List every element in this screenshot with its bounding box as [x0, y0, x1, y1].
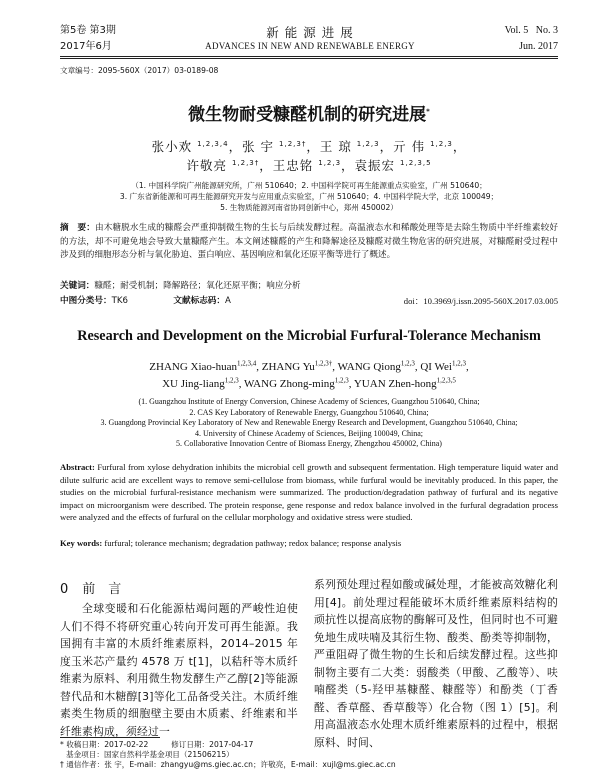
- doc-code-label: 文献标志码：: [173, 296, 225, 306]
- authors-cn-2: 许敬亮 $^{1,2,3\dagger}$，王忠铭 $^{1,2,3}$，袁振宏 $^{1,2,3,5}$: [186, 158, 432, 173]
- affiliation-en-line: (1. Guangzhou Institute of Energy Conversion, Chinese Academy of Sciences, Guangzhou 510640, China;: [138, 397, 480, 406]
- abstract-cn-text: 由木糖脱水生成的糠醛会严重抑制微生物的生长与后续发酵过程。高温液态水和稀酸处理等是去除生物质中半纤维素较好的方法，却不可避免地会导致大量糠醛产生。本文阐述糠醛的产生和降解途径及糠醛对微生物危害的研究进展，对糠醛耐受过程中涉及到的细胞形态分析与氧化胁迫、蛋白响应、基因响应和氧化还原平衡等进行了概述。: [60, 223, 558, 260]
- affiliations-en: [60, 397, 558, 450]
- title-en: Research and Development on the Microbial Furfural-Tolerance Mechanism: [77, 328, 541, 344]
- article-id: 文章编号：2095-560X（2017）03-0189-08: [60, 66, 219, 75]
- doi: doi：10.3969/j.issn.2095-560X.2017.03.005: [403, 296, 558, 306]
- doc-code-value: A: [224, 296, 231, 306]
- footnote-corresponding: [60, 760, 396, 770]
- header-rule-2: [60, 58, 558, 59]
- abstract-en-label: Abstract:: [60, 462, 95, 472]
- authors-en: ZHANG Xiao-huan$^{1,2,3,4}$, ZHANG $Yu^{1,2,3\dagger}$, WANG Qiong$^{1,2,3}$, QI Wei$^{1,2,3}$,: [149, 359, 469, 373]
- received-label: * 收稿日期：: [60, 740, 105, 749]
- section-title: 前 言: [82, 582, 122, 597]
- body-column-left: 全球变暖和石化能源枯竭问题的严峻性迫使人们不得不将研究重心转向开发可再生能源。我国拥有丰富的木质纤维素原料，2014–2015 年度玉米芯产量约 4578 万 t[1]，以秸秆等木质纤维素为原料、利用微生物发酵生产乙醇[2]等能源替代品和木糖醇[3]等化工品备受关注。木质纤维素类生物质的细胞壁主要由木质素、纤维素和半纤维素构成，须经过一: [60, 602, 298, 738]
- affiliation-en-line: 3. Guangdong Provincial Key Laboratory of New and Renewable Energy Research and Development, Guangzhou 510640, China;: [100, 418, 518, 427]
- clc-label: 中图分类号：: [60, 296, 112, 306]
- fund-value: 国家自然科学基金项目（21506215）: [103, 750, 234, 759]
- affiliation-en-line: 5. Collaborative Innovation Centre of Biomass Energy, Zhengzhou 450002, China): [176, 439, 442, 448]
- received-date: 2017-02-22: [104, 740, 149, 749]
- footnote-fund: [60, 750, 396, 760]
- volume-label: Vol. 5 No. 3: [504, 25, 558, 36]
- keywords-cn-label: 关键词：: [60, 281, 95, 291]
- affiliation-en-line: 2. CAS Key Laboratory of Renewable Energy, Guangzhou 510640, China;: [189, 407, 429, 417]
- corresponding-label: † 通信作者：: [60, 760, 105, 769]
- affiliation-en-line: 4. University of Chinese Academy of Sciences, Beijing 100049, China;: [195, 428, 423, 438]
- abstract-en: [60, 461, 558, 524]
- footnote-rule: [60, 737, 160, 738]
- clc-row: [60, 295, 231, 309]
- clc-value: TK6: [111, 296, 128, 306]
- journal-title-en: ADVANCES IN NEW AND RENEWABLE ENERGY: [205, 41, 415, 51]
- header-rule: [60, 56, 558, 57]
- fund-label: 基金项目：: [66, 750, 104, 759]
- authors-en-2: XU Jing-liang$^{1,2,3}$, WANG Zhong-ming$^{1,2,3}$, YUAN Zhen-hong$^{1,2,3,5}$: [162, 376, 456, 390]
- affiliation-cn-line: 3. 广东省新能源和可再生能源研究开发与应用重点实验室，广州 510640；4. 中国科学院大学，北京 100049；: [119, 192, 499, 201]
- abstract-cn-label: 摘 要：: [60, 223, 95, 233]
- corresponding-value: 张 宇，E-mail：zhangyu@ms.giec.ac.cn；许敬亮，E-mail：xujl@ms.giec.ac.cn: [104, 760, 396, 769]
- footnote-dates: [60, 740, 396, 750]
- abstract-cn: [60, 222, 558, 263]
- body-column-right: 系列预处理过程如酸或碱处理，才能被高效糖化利用[4]。前处理过程能破坏木质纤维素原料结构的顽抗性以提高底物的酶解可及性，但同时也不可避免地生成呋喃及其衍生物、酸类、酚类等抑制物，严重阻碍了微生物的生长和后续发酵过程。这些抑制物主要有二大类：弱酸类（甲酸、乙酸等）、呋喃醛类（5-羟甲基糠醛、糠醛等）和酚类（丁香醛、香草醛、香草酸等）化合物（图 1）[5]。利用高温液态水处理木质纤维素原料的过程中，根据原料、时间、: [314, 578, 558, 749]
- keywords-en-text: furfural; tolerance mechanism; degradation pathway; redox balance; response analysis: [104, 538, 402, 548]
- affiliation-cn-line: （1. 中国科学院广州能源研究所，广州 510640；2. 中国科学院可再生能源重点实验室，广州 510640；: [131, 181, 487, 190]
- section-heading: [60, 578, 121, 597]
- revised-label: 修订日期：: [171, 740, 210, 749]
- abstract-en-text: Furfural from xylose dehydration inhibits the microbial cell growth and subsequent fermentation. High temperature liquid water and dilute sulfuric acid are excellent ways to remove semi-cellulose from biomass, while furfural would be inevitably produced. In this paper, the studies on the microbial furfural-resistance mechanism were summarized. The production/degradation pathway of furfural and its negative impact on microorganism were described. The protein response, gene response and redox balance involved in the furfural degradation process were analyzed and the effects of furfural on the cellular morphology and oxidative stress were studied.: [60, 462, 558, 523]
- keywords-cn-text: 糠醛；耐受机制；降解路径；氧化还原平衡；响应分析: [94, 281, 301, 291]
- date-en-label: Jun. 2017: [519, 41, 558, 52]
- revised-date: 2017-04-17: [209, 740, 254, 749]
- section-number: 0: [60, 582, 69, 597]
- issue-label: 第5卷 第3期: [60, 25, 116, 36]
- authors-cn: 张小欢 $^{1,2,3,4}$，张 宇 $^{1,2,3\dagger}$，王 琼 $^{1,2,3}$，亓 伟 $^{1,2,3}$，: [151, 139, 467, 154]
- affiliations-cn: [60, 180, 558, 213]
- keywords-cn: [60, 280, 301, 294]
- date-cn-label: 2017年6月: [60, 41, 112, 52]
- journal-title-cn: 新 能 源 进 展: [266, 25, 354, 40]
- title-cn: 微生物耐受糠醛机制的研究进展*: [188, 105, 430, 125]
- keywords-en: [60, 537, 558, 550]
- affiliation-cn-line: 5. 生物质能源河南省协同创新中心，郑州 450002）: [220, 203, 398, 212]
- keywords-en-label: Key words:: [60, 538, 103, 548]
